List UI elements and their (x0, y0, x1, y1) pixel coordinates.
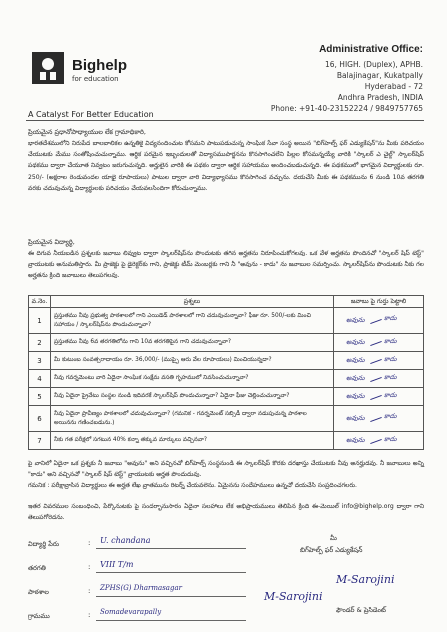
row-question: మీ కుటుంబ సంవత్సరాదాయం రూ. 36,000/- (ముప్పై ఆరు వేల రూపాయలు) మించియున్నదా? (51, 352, 334, 370)
designation: ఫౌండర్ & ప్రెసిడెంట్ (336, 606, 386, 614)
answer-no: కాదు (384, 372, 397, 381)
check-mark-icon (370, 318, 382, 323)
colon: : (88, 611, 91, 619)
answer-no: కాదు (384, 336, 397, 345)
closing-yours: మీ (330, 534, 337, 542)
row-question: నీవు గవర్నమెంటు వారి ఏదైనా సాంఘిక సంక్షేమ వసతి గృహములో నివసించుచున్నావా? (51, 370, 334, 388)
school-label: పాఠశాల (28, 588, 49, 596)
answer-yes: అవును (346, 337, 365, 346)
row-answer (334, 370, 424, 388)
table-row (29, 432, 424, 450)
village-label: గ్రామము (28, 612, 50, 620)
instructions-paragraph: ఈ దిగువ నీయబడిన ప్రశ్నలకు జవాబు లివ్వుట ద్వారా స్కాలర్‌షిప్‌ను పొందుటకు తగిన అర్హతను నిరూపించుకోగలవు. ఒక వేళ అర్హతను పొందినచో "స్కాలర్ షిప్ టెస్ట్" వ్రాయుటకు అనుమతిస్తారు. మీ ప్రాజెక్టు పై డైరెక్టర్‌కు గాని, ప్రాజెక్టు టీమ్ మెంబర్లకు గాని నీ "అవును - కాదు" ను జవాబుల సమర్పించు. స్కాలర్‌షిప్‌ను పొందుటకు నీకు గల అర్హతను క్రింది జవాబులు తెలుపగలవు. (28, 250, 424, 280)
student-name-label: విద్యార్థి పేరు (28, 540, 60, 548)
check-mark-icon (370, 394, 382, 399)
caution-note: గమనిక : పరీక్షావ్రాసిన విద్యార్థులు ఈ అర్హత లేఖ వ్రాతమును రిటర్న్ చేయవలెను. ఏమైనను సందేహములు ఉన్నచో దయచేసి సంప్రదించగలరు. (28, 482, 357, 489)
answer-yes: అవును (346, 355, 365, 364)
row-number: 6 (29, 406, 51, 432)
student-name-line (96, 548, 246, 549)
answer-yes: అవును (346, 413, 365, 422)
check-mark-icon (370, 340, 382, 345)
office-line: Hyderabad - 72 (364, 82, 423, 91)
answer-no: కాదు (384, 314, 397, 323)
signature-founder: M-Sarojini (336, 573, 395, 586)
row-question: నీకు గత పరీక్షలో సగటున 40% కన్నా తక్కువ మార్కులు వచ్చినవా? (51, 432, 334, 450)
row-answer (334, 308, 424, 334)
intro-paragraph: భారతదేశములోని నిరుపేద బాలబాలికల ఉన్నతికై విద్యనందించుట కోసమని పాటుపడుచున్న సాంఘిక సేవా సంస్థ అయిన "బిగ్‌హెల్ప్ ఫర్ ఎడ్యుకేషన్"ను మీకు పరిచయం చేయుటకు మేము సంతోషించుచున్నాము. ఆర్థిక పరమైన ఇబ్బందులతో విద్యాసముపార్జనను కొనసాగించలేని పిల్లల కోసమన్నయ్యే వారికి "స్కాలర్ ఎ చైల్డ్" స్కాలర్‌షిప్ పథకము ద్వారా చేయూత నివ్వటం జరుగుచున్నది. అర్హులైన వారికి ఈ పథకం ద్వారా ఆర్థిక సహాయము అందించబడుచున్నది. ఈ పథకములో భాగమైన విద్యార్థులకు రూ. 250/- (అక్షరాల రెండువందల యాభై రూపాయలు) పాటుల ద్వారా వారి విద్యాభ్యాసము కొనసాగించ వచ్చును. దయచేసి మీకు ఈ పథకమును 6 నుండి 10వ తరగతి వరకు చదువుచున్న విద్యార్థులకు పరిచయం చేయవలసిందిగా కోరుచున్నాము. (28, 140, 424, 192)
row-number: 4 (29, 370, 51, 388)
table-row (29, 370, 424, 388)
class-line (96, 572, 246, 573)
row-number: 1 (29, 308, 51, 334)
table-row (29, 308, 424, 334)
check-mark-icon (370, 358, 382, 363)
row-question: నీవు ఏదైనా ప్రావీణ్యం పాఠశాలలో చదువుచున్నావా? (గమనిక - గవర్నమెంట్ సబ్సిడీ ద్వారా నడుపుచున్న పాఠశాల అయినను గణించబడును.) (51, 406, 334, 432)
answer-yes: అవును (346, 373, 365, 382)
row-answer (334, 352, 424, 370)
row-question: ప్రస్తుతము నీవు 6వ తరగతిలోను గాని 10వ తరగతిపైన గాని చదువుచున్నావా? (51, 334, 334, 352)
row-question: నీవు ఏదైనా ప్రైవేటు సంస్థల నుండి ఇదివరకే స్కాలర్‌షిప్ పొందుచున్నావా? ఏదైనా ఫీజు చెల్లించుచున్నావా? (51, 388, 334, 406)
office-address (263, 44, 423, 114)
student-name-value: U. chandana (100, 536, 151, 545)
row-answer (334, 432, 424, 450)
signature-student: M-Sarojini (264, 590, 323, 603)
contact-note: ఇతర వివరముల సంబంధించి, పేర్కొనుటకు పై సందర్భానుసారం ఏదైనా సలహాలు లేక అభిప్రాయములు తెలిపిన క్రింది ఈ-మెయిల్ info@bighelp.org ద్వారా గాని తెలుపగోరెదను. (28, 503, 424, 522)
check-mark-icon (370, 376, 382, 381)
row-answer (334, 406, 424, 432)
answer-yes: అవును (346, 315, 365, 324)
tagline: A Catalyst For Better Education (28, 110, 154, 119)
answer-yes: అవును (346, 435, 365, 444)
answer-no: కాదు (384, 412, 397, 421)
col-header-question: ప్రశ్నలు (51, 296, 334, 308)
village-value: Somadevarapally (100, 608, 162, 616)
table-row (29, 388, 424, 406)
check-mark-icon (370, 438, 382, 443)
col-header-answer: జవాబు పై గుర్తు పెట్టాలి (334, 296, 424, 308)
school-line (96, 596, 246, 597)
school-value: ZPHS(G) Dharmasagar (100, 584, 182, 592)
header-divider (26, 120, 424, 121)
salutation-headmaster: ప్రియమైన ప్రధానోపాధ్యాయుల లేక గ్రామాధికారి, (28, 128, 146, 136)
answer-no: కాదు (384, 354, 397, 363)
table-row (29, 352, 424, 370)
table-row (29, 406, 424, 432)
answer-no: కాదు (384, 434, 397, 443)
col-header-number: వ.నెం. (29, 296, 51, 308)
class-label: తరగతి (28, 564, 46, 572)
closing-org: బిగ్‌హెల్ప్ ఫర్ ఎడ్యుకేషన్ (300, 546, 363, 554)
village-line (96, 620, 246, 621)
row-number: 5 (29, 388, 51, 406)
eligibility-table (28, 295, 424, 450)
eligibility-note: పై వానిలో ఏదైనా ఒక ప్రశ్నకు నీ జవాబు "అవును" అని వచ్చినచో బిగ్‌హెల్ప్ సంస్థనుండి ఈ స్కాలర్‌షిప్ కొరకు దరఖాస్తు చేయుటకు నీవు అనర్హుడవు. నీ జవాబులు అన్ని "కాదు" అని వచ్చినచో "స్కాలర్ షిప్ టెస్ట్" వ్రాయుటకు అర్హత పొందుదువు. (28, 460, 424, 479)
table-row (29, 334, 424, 352)
row-number: 3 (29, 352, 51, 370)
brand-name: Bighelp (72, 57, 127, 74)
bighelp-logo-icon (30, 50, 66, 86)
answer-yes: అవును (346, 391, 365, 400)
check-mark-icon (370, 416, 382, 421)
colon: : (88, 563, 91, 571)
office-phone: Phone: +91-40-23152224 / 9849757765 (270, 104, 423, 113)
class-value: VIII T/m (100, 560, 134, 569)
row-question: ప్రస్తుతము నీవు ప్రభుత్వ పాఠశాలలో గాని ఎయిడెడ్ పాఠశాలలో గాని చదువుచున్నావా? ఫీజు రూ. 500/-లకు మించి సహాయం / స్కాలర్‌షిప్‌ను పొందుచున్నావా? (51, 308, 334, 334)
row-number: 7 (29, 432, 51, 450)
answer-no: కాదు (384, 390, 397, 399)
row-answer (334, 388, 424, 406)
office-title: Administrative Office: (319, 44, 423, 55)
colon: : (88, 539, 91, 547)
brand-sub: for education (72, 75, 119, 83)
row-number: 2 (29, 334, 51, 352)
office-line: 16, HIGH. (Duplex), APHB. (325, 60, 423, 69)
salutation-student: ప్రియమైన విద్యార్థి, (28, 238, 75, 246)
office-line: Andhra Pradesh, INDIA (337, 93, 423, 102)
office-line: Balajinagar, Kukatpally (336, 71, 423, 80)
row-answer (334, 334, 424, 352)
colon: : (88, 587, 91, 595)
